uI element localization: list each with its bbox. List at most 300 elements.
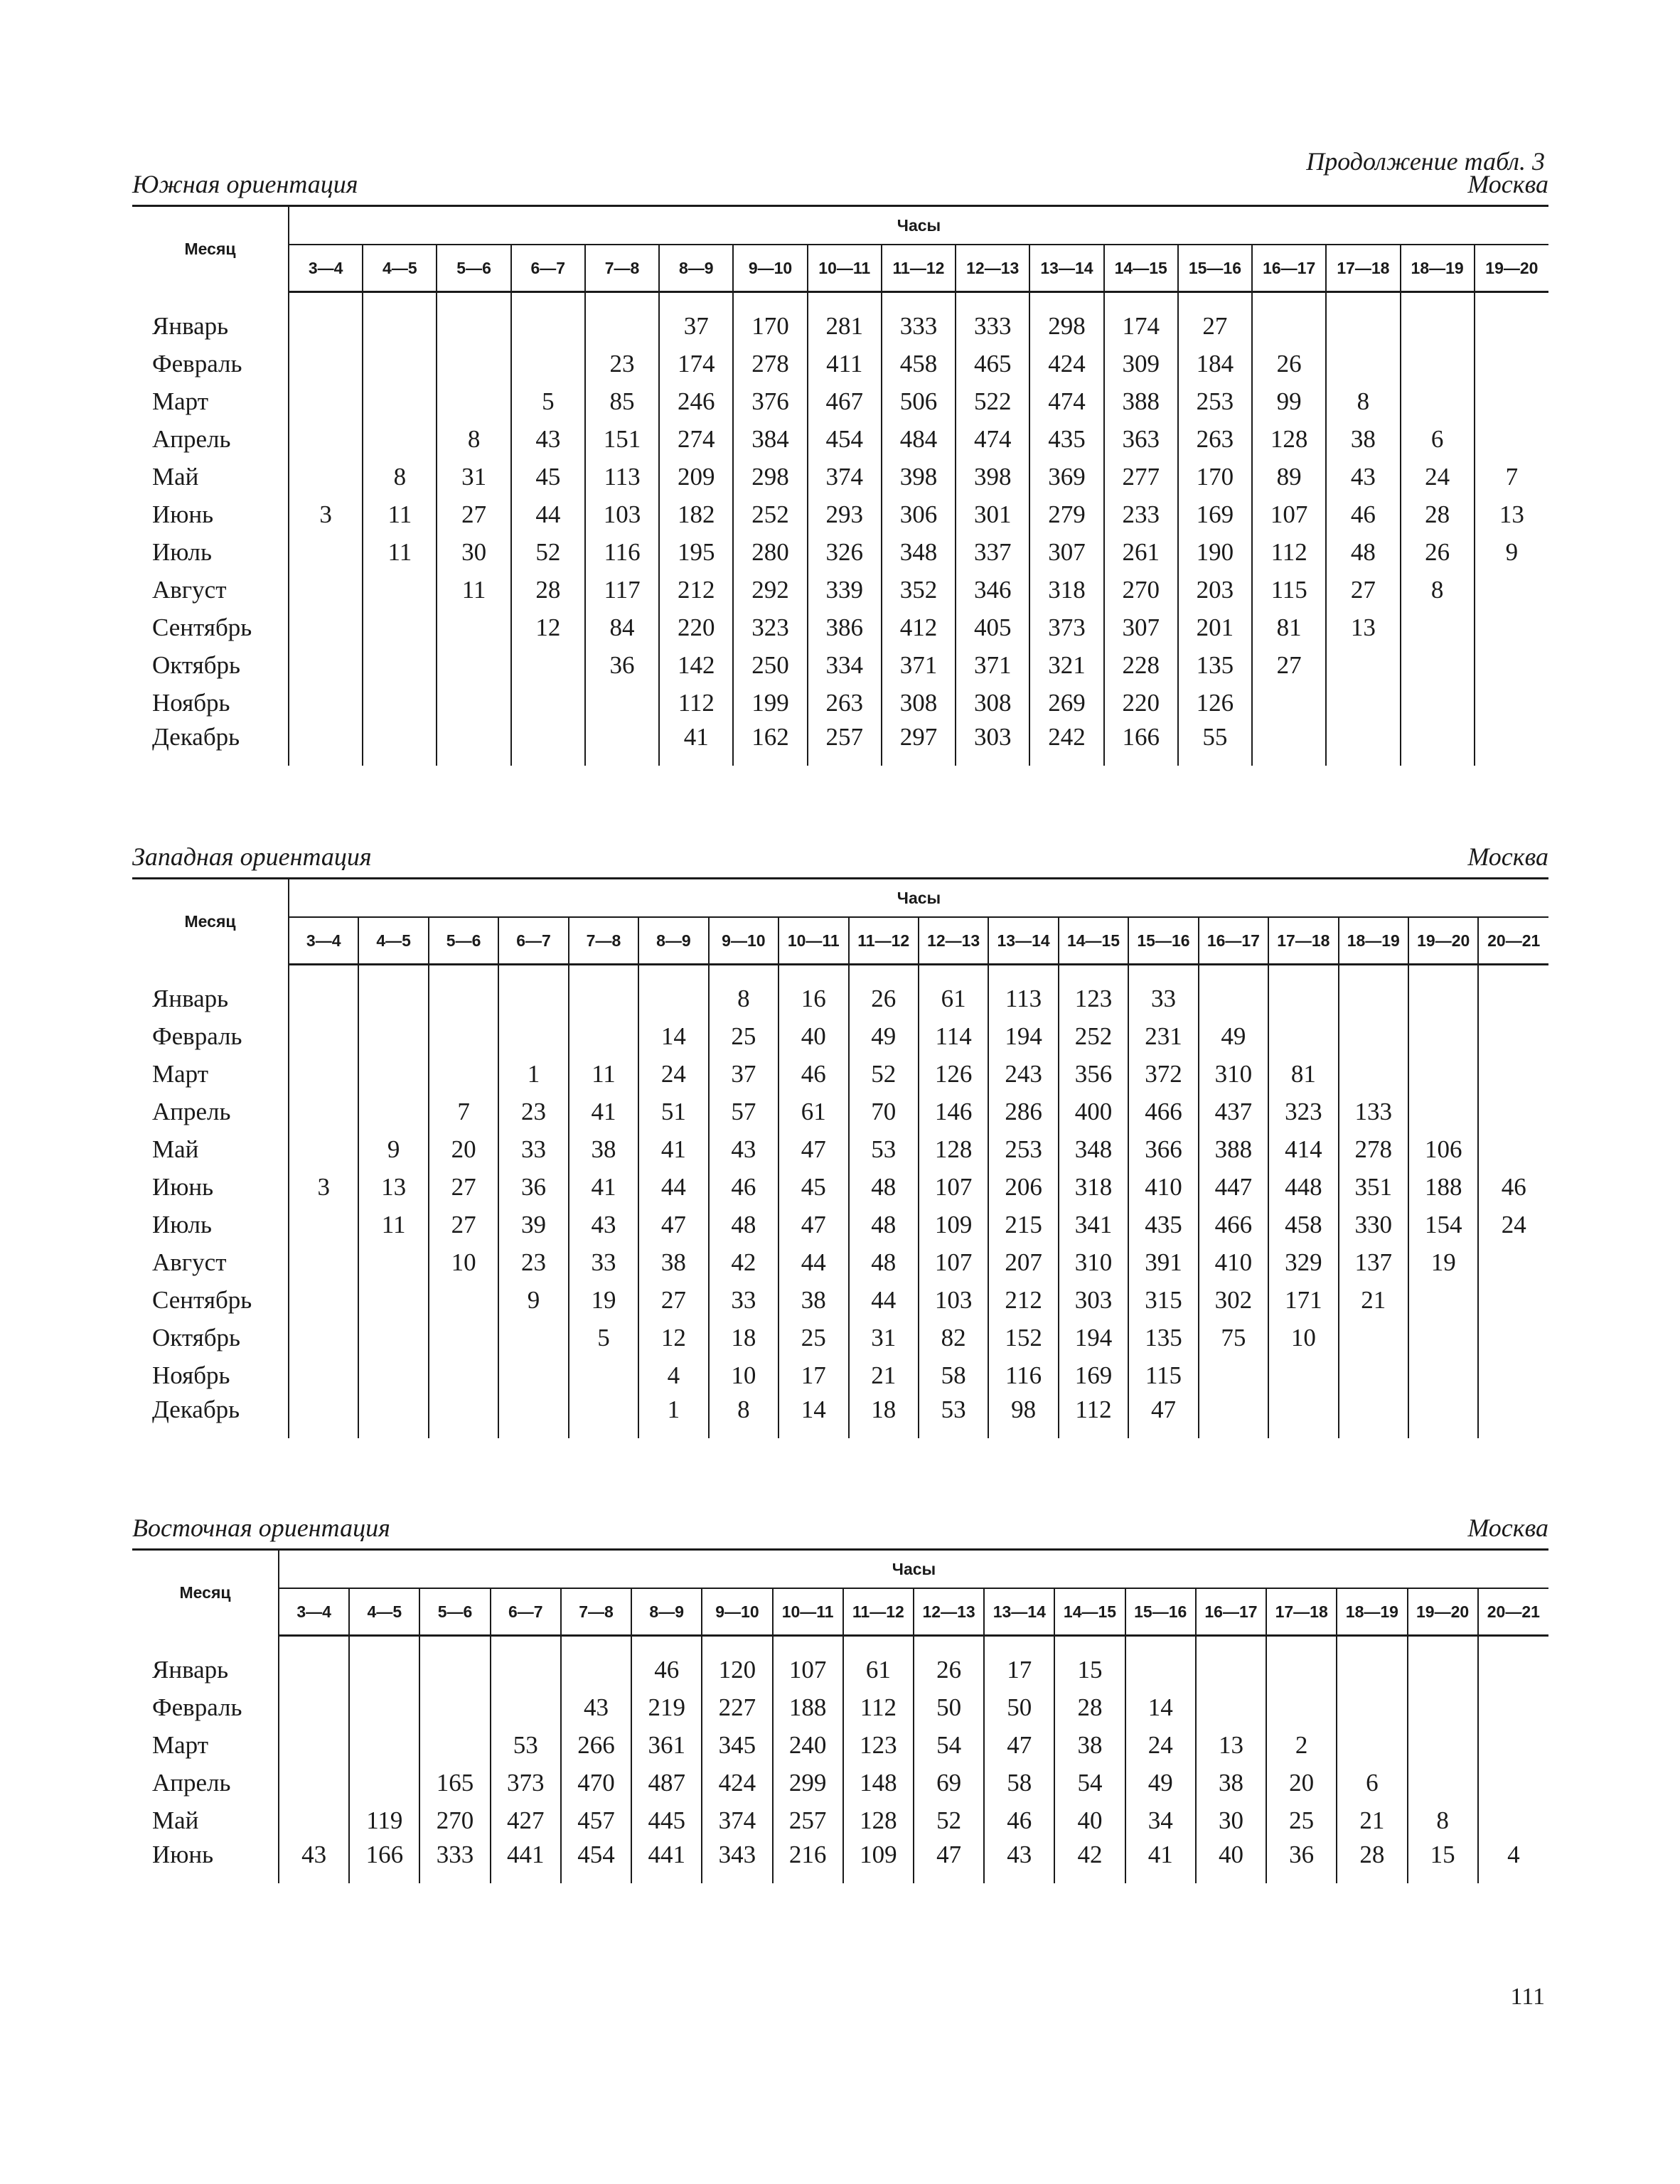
value-cell: 25 [779,1319,848,1356]
value-cell: 107 [773,1651,843,1688]
value-cell: 61 [919,980,988,1017]
month-cell: Апрель [152,424,231,453]
value-cell: 458 [1268,1206,1338,1243]
table-row [132,345,1548,382]
value-cell: 33 [1128,980,1198,1017]
value-cell: 117 [585,571,659,609]
value-cell: 16 [779,980,848,1017]
value-cell: 119 [349,1802,419,1839]
value-cell: 470 [561,1764,631,1802]
value-cell [1408,1764,1478,1802]
table-row [132,1802,1548,1839]
value-cell: 40 [779,1017,848,1055]
value-cell: 465 [956,345,1029,382]
value-cell [279,1726,349,1764]
value-cell: 174 [659,345,733,382]
value-cell [1339,1055,1408,1093]
table-row [132,1168,1548,1206]
value-cell: 11 [363,533,437,571]
value-cell: 38 [638,1243,708,1281]
table-row [132,571,1548,609]
value-cell: 278 [1339,1130,1408,1168]
table-row [132,1093,1548,1130]
value-cell: 31 [437,458,510,496]
value-cell: 107 [1252,496,1326,533]
value-cell: 28 [511,571,585,609]
value-cell: 373 [1029,609,1103,646]
value-cell [1478,1764,1548,1802]
value-cell: 506 [882,382,956,420]
hour-column-header: 7—8 [561,1588,631,1636]
hour-column-header: 5—6 [429,917,498,965]
month-cell: Май [152,1806,199,1834]
hour-column-header: 10—11 [808,245,882,292]
table-row [132,980,1548,1017]
value-cell [363,382,437,420]
month-cell: Июль [152,537,212,566]
value-cell [585,307,659,345]
value-cell [1199,1394,1268,1438]
value-cell [1475,646,1548,684]
value-cell: 293 [808,496,882,533]
hour-column-header: 13—14 [1029,245,1103,292]
value-cell [289,1356,358,1394]
value-cell: 169 [1059,1356,1128,1394]
value-cell: 18 [709,1319,779,1356]
value-cell [363,684,437,722]
table-row [132,1243,1548,1281]
value-cell: 47 [1128,1394,1198,1438]
value-cell: 113 [988,980,1058,1017]
hour-column-header: 19—20 [1408,1588,1478,1636]
value-cell: 388 [1104,382,1178,420]
value-cell: 337 [956,533,1029,571]
value-cell: 297 [882,722,956,766]
table-row [132,1394,1548,1438]
value-cell: 343 [702,1839,772,1883]
value-cell: 21 [1339,1281,1408,1319]
value-cell: 8 [437,420,510,458]
value-cell: 466 [1128,1093,1198,1130]
value-cell: 36 [498,1168,568,1206]
month-cell: Август [152,1248,227,1276]
insolation-table [132,1548,1548,1883]
value-cell [1401,307,1475,345]
hour-column-header: 18—19 [1401,245,1475,292]
value-cell: 447 [1199,1168,1268,1206]
value-cell: 6 [1337,1764,1407,1802]
hour-column-header: 3—4 [289,245,363,292]
value-cell: 203 [1178,571,1252,609]
value-cell: 25 [709,1017,779,1055]
value-cell [358,1281,428,1319]
table-row [132,496,1548,533]
value-cell [1475,345,1548,382]
value-cell [1337,1688,1407,1726]
hour-column-header: 3—4 [279,1588,349,1636]
hour-column-header: 6—7 [491,1588,561,1636]
value-cell [429,1319,498,1356]
hour-column-header: 17—18 [1326,245,1400,292]
value-cell: 174 [1104,307,1178,345]
value-cell [1478,1688,1548,1726]
value-cell: 341 [1059,1206,1128,1243]
table-row [132,1055,1548,1093]
value-cell: 50 [914,1688,984,1726]
value-cell: 52 [849,1055,919,1093]
value-cell: 281 [808,307,882,345]
value-cell [363,571,437,609]
value-cell: 27 [429,1206,498,1243]
value-cell: 474 [1029,382,1103,420]
value-cell: 19 [569,1281,638,1319]
insolation-table [132,877,1548,1438]
month-cell: Июнь [152,1841,214,1868]
value-cell: 52 [914,1802,984,1839]
value-cell [1478,1394,1548,1438]
hour-column-header: 10—11 [773,1588,843,1636]
value-cell: 43 [709,1130,779,1168]
value-cell [1478,1726,1548,1764]
value-cell: 54 [914,1726,984,1764]
value-cell: 384 [733,420,807,458]
value-cell: 323 [1268,1093,1338,1130]
value-cell [1326,307,1400,345]
table-row [132,1839,1548,1883]
month-column-header: Месяц [132,879,289,965]
value-cell: 246 [659,382,733,420]
value-cell [289,458,363,496]
value-cell: 41 [569,1093,638,1130]
value-cell: 28 [1337,1839,1407,1883]
value-cell [419,1688,490,1726]
value-cell: 146 [919,1093,988,1130]
month-cell: Июнь [152,1172,214,1201]
month-cell: Май [152,1135,199,1163]
table-row [132,1130,1548,1168]
value-cell [1478,980,1548,1017]
month-cell: Апрель [152,1768,231,1797]
table-row [132,1651,1548,1688]
hour-column-header: 7—8 [569,917,638,965]
value-cell [1196,1688,1266,1726]
value-cell [289,345,363,382]
value-cell: 44 [638,1168,708,1206]
value-cell: 441 [491,1839,561,1883]
value-cell: 28 [1401,496,1475,533]
hour-column-header: 10—11 [779,917,848,965]
hour-column-header: 16—17 [1252,245,1326,292]
value-cell [289,1055,358,1093]
value-cell: 17 [779,1356,848,1394]
value-cell: 9 [1475,533,1548,571]
value-cell: 376 [733,382,807,420]
hour-column-header: 16—17 [1196,1588,1266,1636]
value-cell: 277 [1104,458,1178,496]
table-row [132,382,1548,420]
value-cell: 20 [429,1130,498,1168]
city-label: Москва [1467,170,1548,198]
value-cell: 261 [1104,533,1178,571]
value-cell: 212 [988,1281,1058,1319]
value-cell: 458 [882,345,956,382]
month-cell: Февраль [152,1693,242,1721]
value-cell: 11 [437,571,510,609]
value-cell: 253 [988,1130,1058,1168]
value-cell: 142 [659,646,733,684]
hour-column-header: 14—15 [1104,245,1178,292]
value-cell: 307 [1029,533,1103,571]
value-cell: 427 [491,1802,561,1839]
value-cell: 61 [843,1651,914,1688]
table-row [132,307,1548,345]
value-cell: 454 [808,420,882,458]
value-cell: 398 [956,458,1029,496]
hour-column-header: 14—15 [1054,1588,1125,1636]
month-cell: Май [152,462,199,491]
value-cell: 298 [733,458,807,496]
value-cell [638,980,708,1017]
value-cell: 48 [849,1243,919,1281]
value-cell [363,345,437,382]
table-row [132,1017,1548,1055]
value-cell [1199,980,1268,1017]
value-cell: 27 [1326,571,1400,609]
value-cell: 85 [585,382,659,420]
hour-column-header: 19—20 [1475,245,1548,292]
value-cell: 266 [561,1726,631,1764]
orientation-title: Восточная ориентация [132,1514,390,1542]
value-cell: 242 [1029,722,1103,766]
hour-column-header: 16—17 [1199,917,1268,965]
value-cell [289,1093,358,1130]
hour-column-header: 13—14 [984,1588,1054,1636]
value-cell: 467 [808,382,882,420]
value-cell: 8 [363,458,437,496]
value-cell: 47 [984,1726,1054,1764]
value-cell [1475,571,1548,609]
value-cell [437,722,510,766]
value-cell [429,1281,498,1319]
value-cell: 28 [1054,1688,1125,1726]
value-cell: 36 [585,646,659,684]
value-cell: 253 [1178,382,1252,420]
value-cell [289,1394,358,1438]
table-row [132,1356,1548,1394]
table-row [132,533,1548,571]
table-row [132,646,1548,684]
value-cell [363,307,437,345]
value-cell: 26 [1252,345,1326,382]
value-cell: 27 [638,1281,708,1319]
value-cell: 5 [569,1319,638,1356]
value-cell [279,1651,349,1688]
hour-column-header: 15—16 [1178,245,1252,292]
value-cell: 12 [638,1319,708,1356]
table-section [132,166,1548,766]
value-cell: 227 [702,1688,772,1726]
value-cell: 206 [988,1168,1058,1206]
value-cell: 414 [1268,1130,1338,1168]
value-cell: 30 [1196,1802,1266,1839]
value-cell: 279 [1029,496,1103,533]
value-cell [289,1017,358,1055]
value-cell [1196,1651,1266,1688]
value-cell [1478,1130,1548,1168]
value-cell: 120 [702,1651,772,1688]
value-cell [511,307,585,345]
hour-column-header: 6—7 [498,917,568,965]
value-cell: 308 [956,684,1029,722]
month-cell: Июль [152,1210,212,1238]
value-cell: 21 [849,1356,919,1394]
value-cell: 348 [882,533,956,571]
section-header [132,1510,1548,1548]
value-cell: 280 [733,533,807,571]
value-cell: 4 [638,1356,708,1394]
value-cell: 26 [1401,533,1475,571]
value-cell: 165 [419,1764,490,1802]
value-cell: 24 [1478,1206,1548,1243]
value-cell: 170 [1178,458,1252,496]
value-cell: 374 [808,458,882,496]
value-cell: 53 [919,1394,988,1438]
value-cell: 109 [843,1839,914,1883]
value-cell: 25 [1266,1802,1337,1839]
value-cell: 123 [843,1726,914,1764]
value-cell: 137 [1339,1243,1408,1281]
hour-column-header: 8—9 [659,245,733,292]
value-cell: 263 [1178,420,1252,458]
value-cell: 308 [882,684,956,722]
value-cell: 38 [1326,420,1400,458]
value-cell [349,1651,419,1688]
value-cell: 133 [1339,1093,1408,1130]
value-cell: 48 [1326,533,1400,571]
value-cell: 33 [569,1243,638,1281]
value-cell: 166 [1104,722,1178,766]
value-cell: 169 [1178,496,1252,533]
value-cell [498,980,568,1017]
value-cell [279,1688,349,1726]
hour-column-header: 15—16 [1125,1588,1196,1636]
hour-column-header: 5—6 [419,1588,490,1636]
value-cell: 286 [988,1093,1058,1130]
value-cell: 445 [631,1802,702,1839]
value-cell: 4 [1478,1839,1548,1883]
value-cell [1475,420,1548,458]
value-cell: 112 [1059,1394,1128,1438]
value-cell [429,1356,498,1394]
value-cell: 45 [511,458,585,496]
value-cell: 269 [1029,684,1103,722]
value-cell [289,684,363,722]
hour-column-header: 3—4 [289,917,358,965]
hour-column-header: 5—6 [437,245,510,292]
value-cell: 123 [1059,980,1128,1017]
value-cell: 24 [638,1055,708,1093]
value-cell: 398 [882,458,956,496]
value-cell: 250 [733,646,807,684]
value-cell: 299 [773,1764,843,1802]
value-cell: 19 [1408,1243,1478,1281]
value-cell [1125,1651,1196,1688]
value-cell: 69 [914,1764,984,1802]
value-cell [1252,722,1326,766]
hour-column-header: 12—13 [914,1588,984,1636]
value-cell: 41 [569,1168,638,1206]
value-cell [1268,980,1338,1017]
value-cell: 441 [631,1839,702,1883]
value-cell: 135 [1178,646,1252,684]
value-cell [491,1688,561,1726]
month-cell: Февраль [152,1022,242,1050]
value-cell [1326,345,1400,382]
value-cell: 53 [849,1130,919,1168]
value-cell: 411 [808,345,882,382]
value-cell [1326,722,1400,766]
value-cell: 37 [659,307,733,345]
value-cell: 339 [808,571,882,609]
hour-column-header: 7—8 [585,245,659,292]
value-cell: 49 [1125,1764,1196,1802]
value-cell [1252,307,1326,345]
value-cell [1401,345,1475,382]
table-section [132,839,1548,1438]
value-cell [1408,1726,1478,1764]
value-cell: 391 [1128,1243,1198,1281]
value-cell: 84 [585,609,659,646]
hour-column-header: 8—9 [638,917,708,965]
insolation-table [132,205,1548,766]
hour-column-header: 20—21 [1478,917,1548,965]
value-cell: 112 [659,684,733,722]
value-cell: 53 [491,1726,561,1764]
value-cell [1337,1651,1407,1688]
value-cell [1401,609,1475,646]
hour-column-header: 18—19 [1337,1588,1407,1636]
value-cell [437,609,510,646]
value-cell: 7 [1475,458,1548,496]
month-cell: Апрель [152,1097,231,1125]
value-cell: 369 [1029,458,1103,496]
value-cell [1337,1726,1407,1764]
value-cell: 34 [1125,1802,1196,1839]
value-cell: 98 [988,1394,1058,1438]
value-cell: 195 [659,533,733,571]
value-cell: 26 [914,1651,984,1688]
value-cell [1268,1394,1338,1438]
value-cell [358,1055,428,1093]
value-cell: 170 [733,307,807,345]
month-cell: Январь [152,311,229,340]
value-cell: 13 [1196,1726,1266,1764]
section-header [132,166,1548,205]
value-cell: 30 [437,533,510,571]
value-cell: 1 [638,1394,708,1438]
value-cell: 45 [779,1168,848,1206]
value-cell: 8 [1408,1802,1478,1839]
value-cell [1408,1688,1478,1726]
value-cell: 424 [1029,345,1103,382]
value-cell: 47 [914,1839,984,1883]
value-cell: 374 [702,1802,772,1839]
value-cell [1408,1319,1478,1356]
value-cell: 54 [1054,1764,1125,1802]
value-cell: 48 [849,1206,919,1243]
value-cell: 437 [1199,1093,1268,1130]
value-cell: 107 [919,1168,988,1206]
